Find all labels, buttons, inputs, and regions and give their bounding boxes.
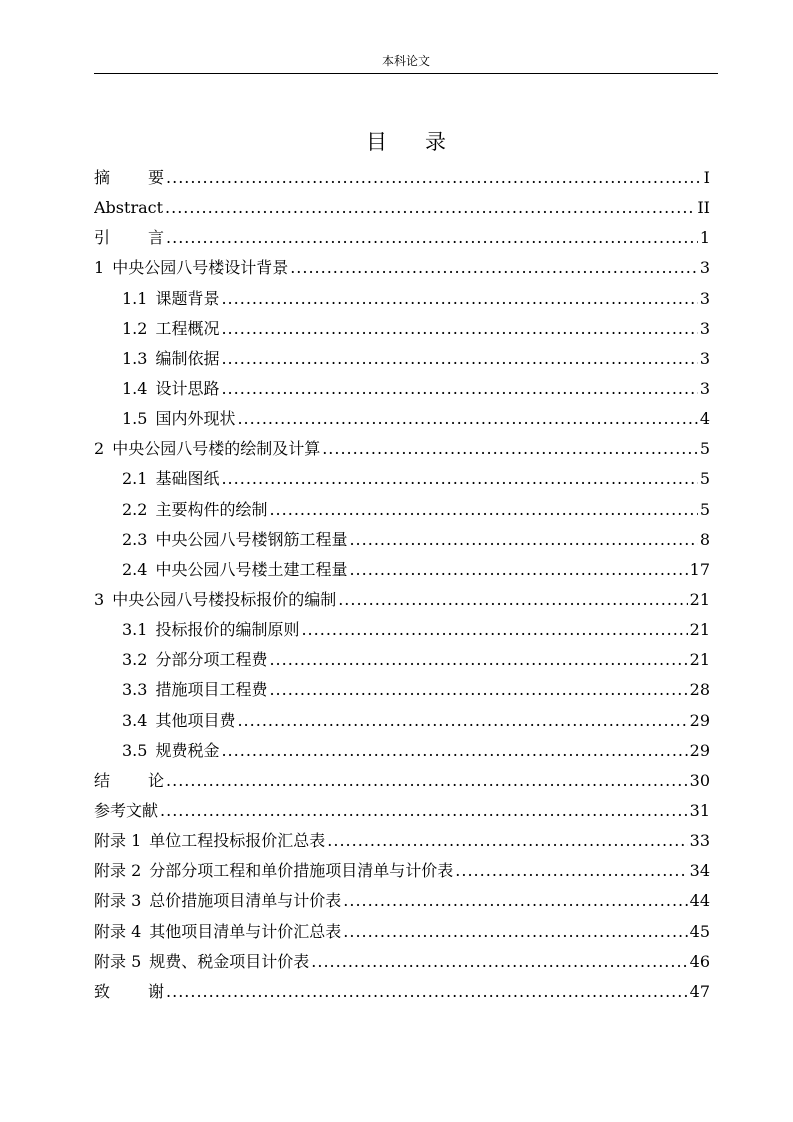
toc-entry-text: 中央公园八号楼设计背景 — [112, 258, 289, 278]
toc-entry-label — [94, 798, 158, 824]
toc-entry-label — [94, 587, 336, 613]
toc-entry-page: 29 — [689, 740, 710, 760]
toc-entry-label-second: 论 — [148, 770, 165, 790]
toc-entry[interactable] — [94, 738, 710, 768]
toc-entry-page: 47 — [689, 981, 710, 1001]
toc-leader-dots — [301, 617, 687, 643]
toc-entry-page: 3 — [699, 318, 710, 338]
toc-entry-page: 1 — [699, 228, 710, 248]
toc-entry-page: 8 — [699, 529, 710, 549]
toc-entry-label — [122, 708, 235, 734]
toc-entry-number: 2.4 — [122, 559, 148, 579]
toc-entry-label — [122, 316, 219, 342]
toc-leader-dots — [311, 949, 687, 975]
toc-entry-label — [94, 195, 163, 221]
toc-entry-number: 1.5 — [122, 409, 148, 429]
toc-entry-label — [122, 466, 219, 492]
toc-entry-label — [94, 858, 453, 884]
toc-entry-page: I — [703, 168, 710, 187]
toc-leader-dots — [166, 165, 702, 191]
toc-entry-page: 3 — [699, 378, 710, 398]
toc-entry-label — [94, 828, 325, 854]
toc-leader-dots — [269, 677, 687, 703]
toc-entry-page: 21 — [689, 650, 710, 670]
toc-title — [94, 128, 718, 156]
toc-entry-label-first: 结 — [94, 770, 111, 790]
toc-entry-number: 附录 3 — [94, 891, 142, 911]
toc-entry[interactable] — [94, 376, 710, 406]
toc-title-left: 目 — [366, 130, 387, 154]
toc-entry[interactable] — [94, 647, 710, 677]
toc-entry-label — [122, 406, 235, 432]
toc-entry-page: 46 — [689, 951, 710, 971]
toc-entry[interactable] — [94, 888, 710, 918]
toc-leader-dots — [343, 888, 687, 914]
toc-leader-dots — [221, 376, 697, 402]
toc-entry-page: 34 — [689, 861, 710, 881]
toc-leader-dots — [338, 587, 687, 613]
toc-entry-label — [122, 617, 299, 643]
toc-entry-text: 分部分项工程和单价措施项目清单与计价表 — [149, 861, 454, 881]
toc-entry-text: 设计思路 — [155, 378, 220, 398]
toc-entry-label — [94, 768, 164, 794]
toc-entry-page: II — [697, 198, 710, 218]
toc-leader-dots — [269, 497, 697, 523]
toc-entry[interactable] — [94, 165, 710, 195]
toc-entry[interactable] — [94, 286, 710, 316]
toc-entry-page: 45 — [689, 921, 710, 941]
toc-entry-number: 3.3 — [122, 680, 148, 700]
toc-leader-dots — [322, 436, 698, 462]
toc-entry-text: 课题背景 — [155, 288, 220, 308]
toc-entry-number: 3.5 — [122, 740, 148, 760]
toc-entry-text: 措施项目工程费 — [155, 680, 268, 700]
toc-entry-page: 3 — [699, 348, 710, 368]
toc-entry[interactable] — [94, 225, 710, 255]
toc-entry-label — [122, 677, 267, 703]
toc-entry-page: 17 — [689, 559, 710, 579]
toc-entry-text: 中央公园八号楼土建工程量 — [155, 559, 348, 579]
toc-entry-text: 其他项目费 — [155, 710, 236, 730]
toc-entry-label — [94, 436, 320, 462]
toc-entry-label — [94, 979, 164, 1005]
toc-entry-number: 3 — [94, 589, 105, 609]
toc-leader-dots — [221, 316, 697, 342]
toc-entry[interactable] — [94, 949, 710, 979]
toc-entry-label — [122, 497, 267, 523]
toc-entry-label-first: 引 — [94, 228, 111, 248]
toc-leader-dots — [221, 466, 697, 492]
toc-leader-dots — [160, 798, 688, 824]
toc-entry[interactable] — [94, 497, 710, 527]
toc-entry[interactable] — [94, 677, 710, 707]
toc-entry-number: 1.1 — [122, 288, 148, 308]
toc-entry-page: 31 — [689, 800, 710, 820]
toc-entry[interactable] — [94, 828, 710, 858]
toc-entry-number: 2 — [94, 439, 105, 459]
toc-entry[interactable] — [94, 557, 710, 587]
toc-entry[interactable] — [94, 708, 710, 738]
toc-entry-page: 44 — [689, 891, 710, 911]
toc-entry-text: 工程概况 — [155, 318, 220, 338]
toc-entry[interactable] — [94, 858, 710, 888]
toc-leader-dots — [343, 919, 687, 945]
toc-entry[interactable] — [94, 919, 710, 949]
toc-entry-page: 28 — [689, 680, 710, 700]
toc-leader-dots — [349, 527, 697, 553]
toc-entry-label — [122, 647, 267, 673]
toc-entry-number: 1.3 — [122, 348, 148, 368]
toc-entry-text: Abstract — [94, 198, 164, 218]
toc-entry-text: 国内外现状 — [155, 409, 236, 429]
toc-entry-label — [122, 286, 219, 312]
toc-entry-text: 其他项目清单与计价汇总表 — [149, 921, 342, 941]
toc-entry-page: 21 — [689, 620, 710, 640]
toc-entry[interactable] — [94, 316, 710, 346]
toc-entry[interactable] — [94, 406, 710, 436]
toc-entry-number: 附录 1 — [94, 831, 142, 851]
toc-entry-text: 单位工程投标报价汇总表 — [149, 831, 326, 851]
toc-entry-text: 规费税金 — [155, 740, 220, 760]
toc-entry-label — [122, 376, 219, 402]
toc-entry-page: 4 — [699, 409, 710, 429]
toc-entry-page: 5 — [699, 469, 710, 489]
toc-leader-dots — [349, 557, 687, 583]
toc-entry-text: 编制依据 — [155, 348, 220, 368]
toc-leader-dots — [455, 858, 687, 884]
toc-entry-text: 主要构件的绘制 — [155, 499, 268, 519]
toc-entry-text: 参考文献 — [94, 800, 159, 820]
toc-leader-dots — [166, 979, 688, 1005]
toc-entry[interactable] — [94, 768, 710, 798]
toc-entry[interactable] — [94, 527, 710, 557]
toc-entry-number: 2.2 — [122, 499, 148, 519]
toc-leader-dots — [290, 255, 698, 281]
toc-entry-label — [122, 346, 219, 372]
toc-entry-number: 1.2 — [122, 318, 148, 338]
table-of-contents — [94, 165, 710, 1009]
toc-entry-label — [94, 255, 288, 281]
toc-title-right: 录 — [425, 130, 446, 154]
toc-entry-page: 33 — [689, 831, 710, 851]
toc-entry-number: 2.1 — [122, 469, 148, 489]
toc-entry[interactable] — [94, 979, 710, 1009]
toc-entry-label — [94, 888, 341, 914]
toc-leader-dots — [269, 647, 687, 673]
header-rule — [94, 73, 718, 74]
toc-entry-number: 3.4 — [122, 710, 148, 730]
toc-entry-number: 附录 5 — [94, 951, 142, 971]
toc-entry-label — [122, 738, 219, 764]
toc-entry-page: 30 — [689, 770, 710, 790]
toc-entry-label — [122, 527, 347, 553]
toc-entry-page: 21 — [689, 589, 710, 609]
toc-entry-text: 分部分项工程费 — [155, 650, 268, 670]
toc-entry[interactable] — [94, 798, 710, 828]
toc-leader-dots — [221, 286, 697, 312]
toc-entry-label — [94, 919, 341, 945]
toc-entry-page: 3 — [699, 258, 710, 278]
toc-entry-number: 2.3 — [122, 529, 148, 549]
toc-entry-text: 总价措施项目清单与计价表 — [149, 891, 342, 911]
toc-entry-number: 附录 2 — [94, 861, 142, 881]
toc-entry-label — [122, 557, 347, 583]
toc-entry-label — [94, 165, 164, 191]
toc-entry-label-second: 要 — [148, 168, 165, 187]
toc-entry-number: 3.2 — [122, 650, 148, 670]
toc-entry[interactable] — [94, 195, 710, 225]
toc-leader-dots — [237, 708, 687, 734]
toc-entry-number: 附录 4 — [94, 921, 142, 941]
toc-entry[interactable] — [94, 617, 710, 647]
toc-entry-label-first: 致 — [94, 981, 111, 1001]
toc-entry[interactable] — [94, 346, 710, 376]
toc-entry[interactable] — [94, 587, 710, 617]
toc-leader-dots — [221, 346, 697, 372]
toc-leader-dots — [166, 225, 698, 251]
toc-leader-dots — [166, 768, 688, 794]
toc-entry[interactable] — [94, 466, 710, 496]
toc-leader-dots — [221, 738, 687, 764]
toc-entry-number: 1 — [94, 258, 105, 278]
toc-leader-dots — [327, 828, 687, 854]
toc-entry[interactable] — [94, 436, 710, 466]
toc-entry-text: 中央公园八号楼的绘制及计算 — [112, 439, 321, 459]
toc-entry[interactable] — [94, 255, 710, 285]
toc-leader-dots — [237, 406, 697, 432]
toc-entry-label-first: 摘 — [94, 168, 111, 187]
toc-entry-text: 投标报价的编制原则 — [155, 620, 300, 640]
toc-entry-page: 29 — [689, 710, 710, 730]
toc-entry-text: 基础图纸 — [155, 469, 220, 489]
toc-entry-text: 规费、税金项目计价表 — [149, 951, 310, 971]
toc-entry-page: 5 — [699, 499, 710, 519]
toc-entry-page: 5 — [699, 439, 710, 459]
toc-entry-text: 中央公园八号楼钢筋工程量 — [155, 529, 348, 549]
toc-entry-label — [94, 225, 164, 251]
running-header: 本科论文 — [381, 54, 430, 68]
toc-entry-label-second: 谢 — [148, 981, 165, 1001]
toc-entry-label — [94, 949, 309, 975]
toc-entry-label-second: 言 — [148, 228, 165, 248]
toc-entry-number: 3.1 — [122, 620, 148, 640]
toc-entry-number: 1.4 — [122, 378, 148, 398]
toc-leader-dots — [165, 195, 695, 221]
toc-entry-text: 中央公园八号楼投标报价的编制 — [112, 589, 337, 609]
toc-entry-page: 3 — [699, 288, 710, 308]
